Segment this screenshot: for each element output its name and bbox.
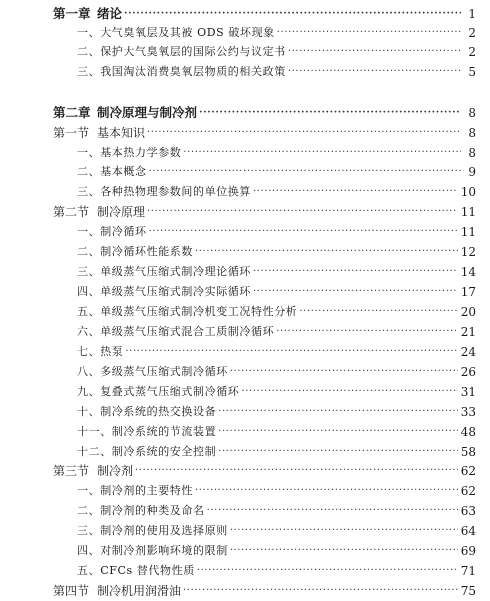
toc-title: 四、单级蒸气压缩式制冷实际循环 [77,285,251,298]
toc-label [77,63,286,81]
toc-label [77,562,195,580]
dot-leader [276,323,458,341]
dot-leader [230,363,458,381]
toc-label [77,443,216,461]
toc-label [77,423,216,441]
dot-leader [149,163,461,181]
toc-page-number: 21 [460,325,476,339]
toc-number: 第二节 [53,205,90,219]
toc-title: 五、单级蒸气压缩式制冷机变工况特性分析 [77,305,298,318]
toc-item[interactable] [77,343,476,361]
toc-label [77,403,216,421]
toc-title: 九、复叠式蒸气压缩式制冷循环 [77,385,240,398]
toc-label [77,223,147,241]
toc-page-number: 26 [460,365,476,379]
dot-leader [288,43,461,61]
toc-title: 五、CFCs 替代物性质 [77,564,195,577]
toc-title: 制冷剂 [97,464,134,478]
toc-label [77,263,251,281]
toc-label [77,243,193,261]
dot-leader [277,24,461,42]
toc-page-number: 5 [468,65,476,79]
toc-title: 七、热泵 [77,345,124,358]
toc-page-number: 12 [460,245,476,259]
dot-leader [149,223,458,241]
toc-title: 三、单级蒸气压缩式制冷理论循环 [77,265,251,278]
toc-page-number: 20 [460,305,476,319]
dot-leader [195,243,458,261]
toc-title: 二、制冷循环性能系数 [77,245,193,258]
toc-page-number: 8 [468,146,476,160]
toc-number: 第二章 [53,105,91,120]
toc-title: 十、制冷系统的热交换设备 [77,405,217,418]
toc-title: 制冷机用润滑油 [97,584,182,598]
toc-label [77,24,275,42]
toc-label [77,522,228,540]
toc-number: 第三节 [53,464,90,478]
dot-leader [199,104,461,122]
toc-label [77,482,193,500]
dot-leader [183,144,461,162]
toc-title: 二、基本概念 [77,165,147,178]
toc-page-number: 71 [460,564,476,578]
toc-label [53,124,145,142]
toc-title: 基本知识 [97,126,146,140]
dot-leader [253,263,458,281]
toc-item[interactable] [77,443,476,461]
toc-title: 三、制冷剂的使用及选择原则 [77,524,228,537]
toc-title: 一、基本热力学参数 [77,146,182,159]
toc-item[interactable] [77,482,476,500]
toc-item[interactable] [77,243,476,261]
toc-label [53,462,133,480]
toc-item[interactable] [77,323,476,341]
dot-leader [218,443,458,461]
toc-page-number: 14 [460,265,476,279]
toc-label [77,144,181,162]
toc-section[interactable] [53,582,476,600]
toc-label [77,383,239,401]
toc-page-number: 8 [468,106,476,120]
toc-section[interactable] [53,462,476,480]
dot-leader [197,562,458,580]
toc-label [77,43,286,61]
toc-item[interactable] [77,303,476,321]
toc-title: 一、制冷剂的主要特性 [77,484,193,497]
toc-label [53,582,181,600]
dot-leader [124,5,461,23]
toc-label [77,183,251,201]
dot-leader [299,303,457,321]
toc-label [77,343,123,361]
toc-item[interactable] [77,423,476,441]
toc-title: 制冷原理与制冷剂 [97,105,198,120]
dot-leader [135,462,458,480]
toc-title: 制冷原理 [97,205,146,219]
toc-item[interactable] [77,383,476,401]
toc-title: 六、单级蒸气压缩式混合工质制冷循环 [77,325,275,338]
toc-title: 一、大气臭氧层及其被 ODS 破坏现象 [77,26,275,39]
toc-title: 三、各种热物理参数间的单位换算 [77,185,251,198]
toc-label [53,5,122,23]
toc-title: 二、制冷剂的种类及命名 [77,504,205,517]
toc-title: 一、制冷循环 [77,225,147,238]
dot-leader [253,283,458,301]
toc-item[interactable] [77,542,476,560]
toc-page-number: 9 [468,165,476,179]
toc-page-number: 62 [460,464,476,478]
toc-page-number: 31 [460,385,476,399]
toc-title: 十一、制冷系统的节流装置 [77,425,217,438]
dot-leader [253,183,458,201]
toc-page-number: 75 [460,584,476,598]
dot-leader [195,482,458,500]
toc-label [77,163,147,181]
toc-page-number: 69 [460,544,476,558]
dot-leader [147,124,461,142]
toc-item[interactable] [77,144,476,162]
toc-chapter[interactable] [53,5,476,23]
toc-page-number: 11 [460,205,476,219]
toc-label [77,303,297,321]
toc-item[interactable] [77,63,476,81]
dot-leader [125,343,457,361]
toc-label [77,502,205,520]
dot-leader [183,582,458,600]
toc-title: 四、对制冷剂影响环境的限制 [77,544,228,557]
toc-item[interactable] [77,24,476,42]
toc-item[interactable] [77,562,476,580]
dot-leader [230,522,458,540]
toc-page-number: 58 [460,445,476,459]
toc-item[interactable] [77,403,476,421]
toc-number: 第一章 [53,6,91,21]
dot-leader [147,203,458,221]
toc-page-number: 2 [468,45,476,59]
toc-title: 三、我国淘汰消费臭氧层物质的相关政策 [77,65,286,78]
toc-item[interactable] [77,283,476,301]
toc-item[interactable] [77,363,476,381]
toc-page-number: 64 [460,524,476,538]
toc-number: 第一节 [53,126,90,140]
dot-leader [207,502,458,520]
toc-item[interactable] [77,183,476,201]
toc-title: 十二、制冷系统的安全控制 [77,445,217,458]
toc-page-number: 11 [460,225,476,239]
toc-title: 二、保护大气臭氧层的国际公约与议定书 [77,45,286,58]
toc-page-number: 2 [468,26,476,40]
toc-number: 第四节 [53,584,90,598]
dot-leader [241,383,457,401]
toc-label [77,323,274,341]
toc-page-number: 33 [460,405,476,419]
toc-title: 八、多级蒸气压缩式制冷循环 [77,365,228,378]
toc-title: 绪论 [97,6,123,21]
dot-leader [230,542,458,560]
toc-label [77,363,228,381]
toc-item[interactable] [77,263,476,281]
toc-section[interactable] [53,124,476,142]
toc-page-number: 17 [460,285,476,299]
toc-label [53,104,197,122]
toc-page-number: 62 [460,484,476,498]
toc-section[interactable] [53,203,476,221]
toc-chapter[interactable] [53,104,476,122]
toc-label [77,542,228,560]
toc-item[interactable] [77,43,476,61]
toc-label [77,283,251,301]
toc-item[interactable] [77,522,476,540]
toc-page-number: 8 [468,126,476,140]
toc-page-number: 1 [468,7,476,21]
dot-leader [218,403,458,421]
dot-leader [288,63,461,81]
toc-item[interactable] [77,163,476,181]
toc-page-number: 10 [460,185,476,199]
toc-item[interactable] [77,223,476,241]
toc-page-number: 24 [460,345,476,359]
toc-item[interactable] [77,502,476,520]
toc-label [53,203,145,221]
dot-leader [218,423,458,441]
toc-page-number: 48 [460,425,476,439]
toc-page-number: 63 [460,504,476,518]
